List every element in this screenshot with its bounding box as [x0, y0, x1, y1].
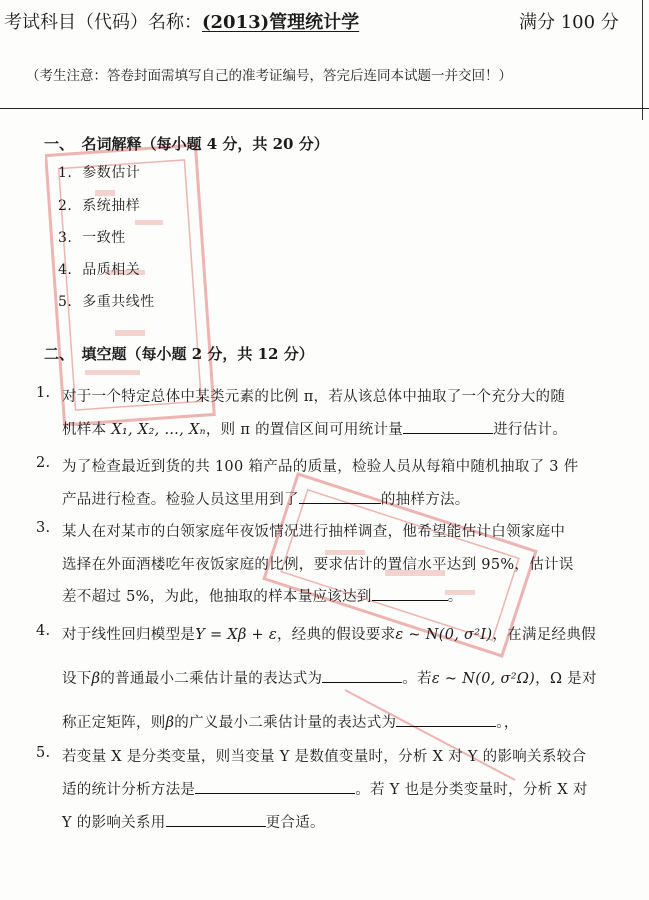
question-5-line3: Y 的影响关系用 更合适。 [62, 811, 325, 832]
question-3-line2: 选择在外面酒楼吃年夜饭家庭的比例，要求估计的置信水平达到 95%，估计误 [62, 557, 574, 573]
answer-blank [166, 812, 266, 827]
section1-title: 一、 名词解释（每小题 4 分，共 20 分） [44, 135, 329, 153]
question-3-line3: 差不超过 5%，为此，他抽取的样本量应该达到 。 [62, 585, 463, 606]
full-score: 满分 100 分 [519, 12, 619, 33]
subject-label: 考试科目（代码）名称： [4, 12, 202, 33]
question-4-number: 4. [36, 623, 51, 639]
answer-blank [322, 668, 402, 683]
question-4-line1: 对于线性回归模型是Y = Xβ + ε，经典的假设要求ε ~ N(0, σ²I)，在满足经典假 [62, 627, 596, 643]
list-item: 3. 一致性 [58, 230, 126, 246]
question-5-line1: 若变量 X 是分类变量，则当变量 Y 是数值变量时，分析 X 对 Y 的影响关系较合 [62, 749, 587, 765]
question-5-line2: 适的统计分析方法是 。若 Y 也是分类变量时，分析 X 对 [62, 778, 588, 799]
answer-blank [372, 586, 448, 601]
question-3-number: 3. [36, 520, 51, 536]
question-4-line3: 称正定矩阵，则β的广义最小二乘估计量的表达式为 。， [62, 711, 519, 732]
answer-blank [195, 779, 355, 794]
question-1-number: 1. [36, 385, 51, 401]
list-item: 4. 品质相关 [58, 262, 141, 278]
question-2-line1: 为了检查最近到货的共 100 箱产品的质量，检验人员从每箱中随机抽取了 3 件 [62, 459, 579, 475]
list-item: 5. 多重共线性 [58, 294, 155, 310]
section2-title: 二、 填空题（每小题 2 分，共 12 分） [44, 345, 314, 363]
question-4-line2: 设下β的普通最小二乘估计量的表达式为 。若ε ~ N(0, σ²Ω)，Ω 是对 [62, 667, 597, 688]
subject-code: (2013)管理统计学 [202, 12, 360, 33]
list-item: 2. 系统抽样 [58, 198, 141, 214]
question-5-number: 5. [36, 745, 51, 761]
examinee-notice: （考生注意：答卷封面需填写自己的准考证编号，答完后连同本试题一并交回！） [26, 68, 512, 84]
exam-header [4, 8, 359, 34]
answer-blank [396, 712, 496, 727]
list-item: 1. 参数估计 [58, 165, 141, 181]
question-3-line1: 某人在对某市的白领家庭年夜饭情况进行抽样调查，他希望能估计白领家庭中 [62, 524, 566, 540]
border-line [642, 0, 643, 120]
answer-blank [299, 489, 381, 504]
question-1-line1: 对于一个特定总体中某类元素的比例 π，若从该总体中抽取了一个充分大的随 [62, 389, 566, 405]
question-2-line2: 产品进行检查。检验人员这里用到了 的抽样方法。 [62, 488, 470, 509]
question-2-number: 2. [36, 455, 51, 471]
answer-blank [403, 419, 493, 434]
question-1-line2: 机样本 X₁, X₂, …, Xₙ，则 π 的置信区间可用统计量 进行估计。 [62, 418, 567, 439]
header-divider [0, 108, 649, 109]
